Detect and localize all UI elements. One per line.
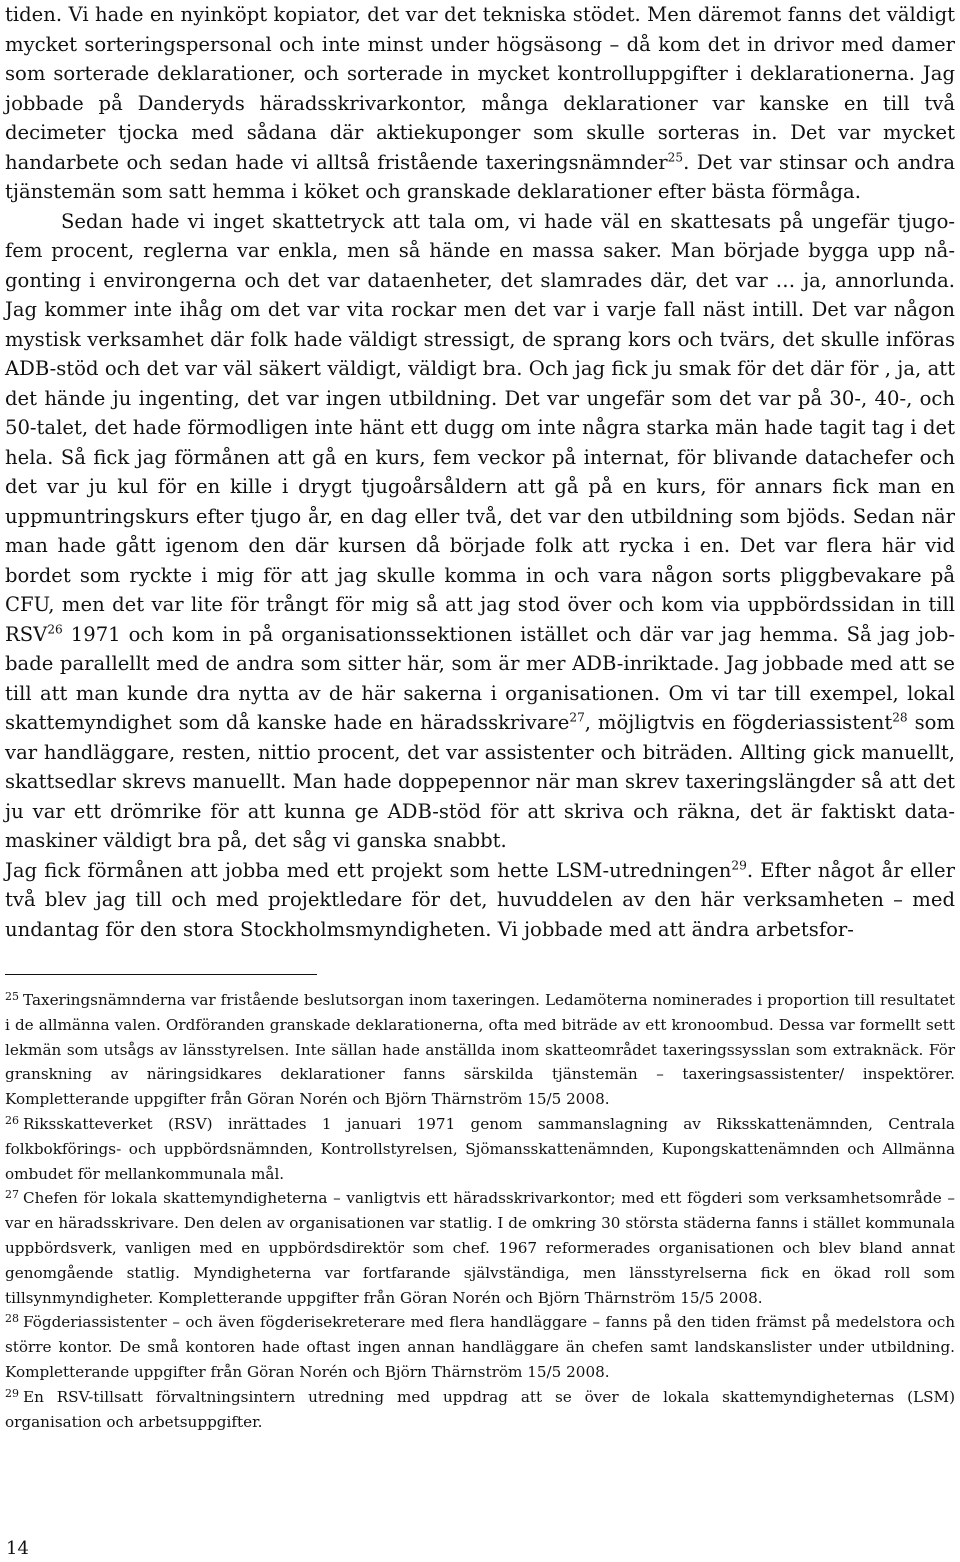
paragraph-2-text-c: , möjligtvis en fögderiassistent [584,711,893,734]
footnote-reference-29: 29 [731,858,747,873]
footnote-text: Riksskatteverket (RSV) inrättades 1 januari 1971 genom sammanslagning av Riksskattenämnden, Centrala folkbokförings- och uppbördsnämnden, Kontrollstyrelsen, Sjömansskattenämnden, Kupongskattenämnden och Allmänna ombudet för mellankommunala mål. [5,1114,955,1183]
document-page [5,0,955,1431]
paragraph-2 [5,207,955,856]
paragraph-3-text-b: . Efter något år eller två blev jag till och med projektledare för det, huvuddelen av den här verksamheten – med undantag för den stora Stockholmsmyndigheten. Vi jobbade med att ändra arbetsfor- [5,858,955,941]
footnote-29 [5,1385,955,1435]
main-text [5,0,955,944]
paragraph-1-text-b: . Det var stinsar och andra tjänstemän som satt hemma i köket och granskade deklarationer efter bästa förmåga. [5,150,955,203]
paragraph-2-text-a: Sedan hade vi inget skattetryck att tala om, vi hade väl en skattesats på ungefär tjugofem procent, reglerna var enkla, men så hände en massa saker. Man började bygga upp någonting i environgerna och det var dataenheter, det slamrades där, det var … ja, annorlunda. Jag kommer inte ihåg om det var vita rockar men det var i varje fall näst intill. Det var någon mystisk verksamhet där folk hade väldigt stressigt, de sprang kors och tvärs, det skulle införas ADB-stöd och det var väl säkert väldigt, väldigt bra. Och jag fick ju smak för det där för , ja, att det hände ju ingenting, det var ingen utbildning. Det var ungefär som det var på 30-, 40-, och 50-talet, det hade förmodligen inte hänt ett dugg om inte några starka män hade tagit tag i det hela. Så fick jag förmånen att gå en kurs, fem veckor på internat, för blivande datachefer och det var ju kul för en kille i drygt tjugoårsåldern att gå på en kurs, för annars fick man en uppmuntringskurs efter tjugo år, en dag eller två, det var den utbildning som bjöds. Sedan när man hade gått igenom den där kursen då började folk att rycka i en. Det var flera här vid bordet som ryckte i mig för att jag skulle komma in och vara någon sorts pliggbevakare på CFU, men det var lite för trångt för mig så att jag stod över och kom via uppbördssidan in till RSV [5,209,955,646]
footnote-number: 26 [5,1114,19,1128]
footnote-text: En RSV-tillsatt förvaltningsintern utredning med uppdrag att se över de lokala skattemyndigheternas (LSM) organisation och arbetsuppgifter. [5,1387,955,1431]
footnote-27 [5,1186,955,1310]
paragraph-3-text-a: Jag fick förmånen att jobba med ett projekt som hette LSM-utredningen [5,858,732,882]
footnote-25 [5,988,955,1112]
footnote-separator [5,974,317,975]
paragraph-2-text-b: 1971 och kom in på organisationssektionen istället och där var jag hemma. Så jag jobbade parallellt med de andra som sitter här, som är mer ADB-inriktade. Jag jobbade med att se till att man kunde dra nytta av de här sakerna i organisationen. Om vi tar till exempel, lokal skattemyndighet som då kanske hade en häradsskrivare [5,622,955,734]
footnote-text: Chefen för lokala skattemyndigheterna – vanligtvis ett häradsskrivarkontor; med ett fögderi som verksamhetsområde – var en häradsskrivare. Den delen av organisationen var statlig. I de omkring 30 största städerna fanns i stället kommunala uppbördsverk, vanligen med en uppbördsdirektör som chef. 1967 reformerades organisationen och blev bland annat genomgående statlig. Myndigheterna var fortfarande självständiga, men länsstyrelserna fick en ökad roll som tillsynmyndigheter. Kompletterande uppgifter från Göran Norén och Björn Thärnström 15/5 2008. [5,1189,955,1307]
paragraph-3 [5,856,955,945]
page-number: 14 [6,1538,29,1559]
footnote-reference-28: 28 [892,710,908,725]
footnote-text: Taxeringsnämnderna var fristående beslutsorgan inom taxeringen. Ledamöterna nominerades i proportion till resultatet i de allmänna valen. Ordföranden granskade deklarationerna, ofta med biträde av ett kronoombud. Dessa var formellt sett lekmän som utsågs av länsstyrelsen. Inte sällan hade anställda inom skatteområdet taxeringssysslan som extraknäck. För granskning av näringsidkares deklarationer fanns särskilda tjänstemän – taxeringsassistenter/ inspektörer. Kompletterande uppgifter från Göran Norén och Björn Thärnström 15/5 2008. [5,991,955,1109]
footnote-26 [5,1112,955,1186]
footnote-number: 28 [5,1312,19,1326]
footnotes [5,988,955,1434]
footnote-reference-26: 26 [47,622,63,637]
footnote-number: 27 [5,1188,19,1202]
footnote-28 [5,1310,955,1384]
footnote-text: Fögderiassistenter – och även fögderisekreterare med flera handläggare – fanns på den tiden främst på medelstora och större kontor. De små kontoren hade oftast ingen annan handläggare än chefen samt landskanslister under utbildning. Kompletterande uppgifter från Göran Norén och Björn Thärnström 15/5 2008. [5,1313,955,1381]
footnote-reference-25: 25 [667,150,684,165]
footnote-reference-27: 27 [569,710,585,725]
footnote-number: 29 [5,1386,19,1400]
footnote-number: 25 [5,990,19,1004]
paragraph-1-text-a: tiden. Vi hade en nyinköpt kopiator, det var det tekniska stödet. Men däremot fanns det väldigt mycket sorteringspersonal och inte minst under högsäsong – då kom det in drivor med damer som sorterade deklarationer, och sorterade in mycket kontrolluppgifter i deklarationerna. Jag jobbade på Danderyds häradsskrivarkontor, många deklarationer var kanske en till två decimeter tjocka med sådana där aktiekuponger som skulle sorteras in. Det var mycket handarbete och sedan hade vi alltså fristående taxeringsnämnder [5,3,955,174]
paragraph-2-text-d: som var handläggare, resten, nittio procent, det var assistenter och biträden. Allting gick manuellt, skattsedlar skrevs manuellt. Man hade doppepennor när man skrev taxeringslängder så att det ju var ett drömrike för att kunna ge ADB-stöd för att skriva och räkna, det är faktiskt datamaskiner väldigt bra på, det såg vi ganska snabbt. [5,711,955,852]
paragraph-1 [5,0,955,207]
